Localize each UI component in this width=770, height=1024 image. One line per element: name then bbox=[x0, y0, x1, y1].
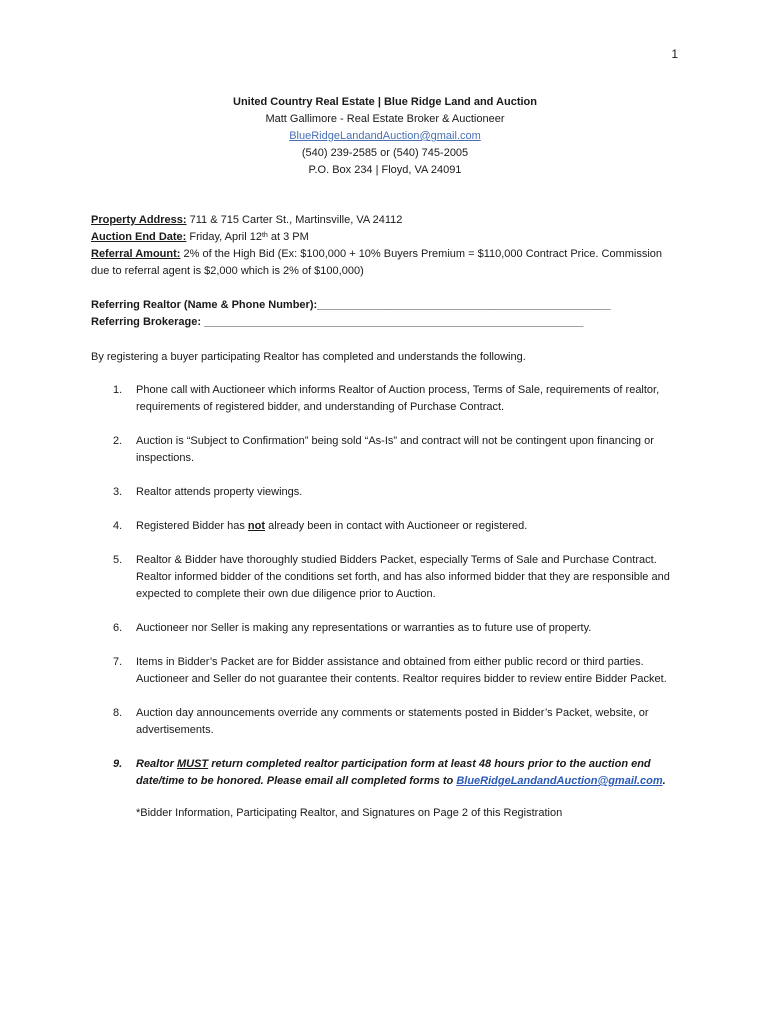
header-email-link[interactable]: BlueRidgeLandandAuction@gmail.com bbox=[289, 130, 481, 142]
list-item: 7. Items in Bidder’s Packet are for Bidder assistance and obtained from either public record or third parties. Auctioneer and Seller do not guarantee their contents. Realtor requires bidder to review entire Bidder Packet. bbox=[113, 656, 667, 685]
list-item: 8. Auction day announcements override any comments or statements posted in Bidder’s Packet, website, or advertisements. bbox=[113, 707, 649, 736]
broker-name: Matt Gallimore - Real Estate Broker & Auctioneer bbox=[265, 113, 505, 125]
referring-realtor-field[interactable]: Referring Realtor (Name & Phone Number):________________________________________________ bbox=[91, 299, 611, 311]
auction-end-time: at 3 PM bbox=[267, 231, 309, 243]
list-item: 4. Registered Bidder has not already been in contact with Auctioneer or registered. bbox=[113, 520, 528, 532]
page-two-note: *Bidder Information, Participating Realtor, and Signatures on Page 2 of this Registration bbox=[136, 807, 563, 819]
emphasis-not: not bbox=[247, 520, 266, 532]
auction-end-date-label: Auction End Date: bbox=[91, 231, 187, 243]
must-emphasis: MUST bbox=[176, 758, 209, 770]
referral-amount-value: 2% of the High Bid (Ex: $100,000 + 10% Buyers Premium = $110,000 Contract Price. Commission due to referral agent is $2,000 which is 2% of $100,000) bbox=[91, 248, 663, 277]
company-name: United Country Real Estate | Blue Ridge Land and Auction bbox=[233, 96, 537, 108]
list-item: 3. Realtor attends property viewings. bbox=[113, 486, 303, 498]
property-address-value: 711 & 715 Carter St., Martinsville, VA 24112 bbox=[186, 214, 403, 226]
property-address-label: Property Address: bbox=[91, 214, 187, 226]
referral-amount-row bbox=[91, 246, 681, 280]
phone-numbers: (540) 239-2585 or (540) 745-2005 bbox=[301, 147, 469, 159]
list-item: 5. Realtor & Bidder have thoroughly studied Bidders Packet, especially Terms of Sale and Purchase Contract. Realtor informed bidder of the conditions set forth, and has also informed bidder that they are responsible and expected to complete their own due diligence prior to Auction. bbox=[113, 554, 670, 600]
auction-end-date-prefix: Friday, April 12 bbox=[186, 231, 262, 243]
list-item: 1. Phone call with Auctioneer which informs Realtor of Auction process, Terms of Sale, requirements of realtor, requirements of registered bidder, and understanding of Purchase Contract. bbox=[113, 384, 660, 413]
date-ordinal-suffix: th bbox=[261, 232, 268, 239]
conditions-list bbox=[91, 382, 681, 790]
referring-brokerage-field[interactable]: Referring Brokerage: ______________________________________________________________ bbox=[91, 316, 584, 328]
property-address-row bbox=[91, 212, 681, 229]
page-number: 1 bbox=[671, 47, 678, 61]
auction-end-date-row bbox=[91, 229, 681, 246]
list-item: 2. Auction is “Subject to Confirmation” being sold “As-Is” and contract will not be contingent upon financing or inspections. bbox=[113, 435, 654, 464]
list-item: 6. Auctioneer nor Seller is making any representations or warranties as to future use of property. bbox=[113, 622, 592, 634]
mailing-address: P.O. Box 234 | Floyd, VA 24091 bbox=[308, 164, 462, 176]
referral-amount-label: Referral Amount: bbox=[91, 248, 181, 260]
submission-email-link[interactable]: BlueRidgeLandandAuction@gmail.com bbox=[456, 775, 663, 787]
form-body bbox=[91, 212, 681, 822]
intro-statement: By registering a buyer participating Realtor has completed and understands the following. bbox=[91, 351, 526, 363]
final-requirement-item: 9. Realtor MUST return completed realtor participation form at least 48 hours prior to the auction end date/time to be honored. Please email all completed forms to BlueRidgeLandandAuction@gmail.com. bbox=[113, 758, 666, 787]
letterhead bbox=[0, 94, 770, 179]
